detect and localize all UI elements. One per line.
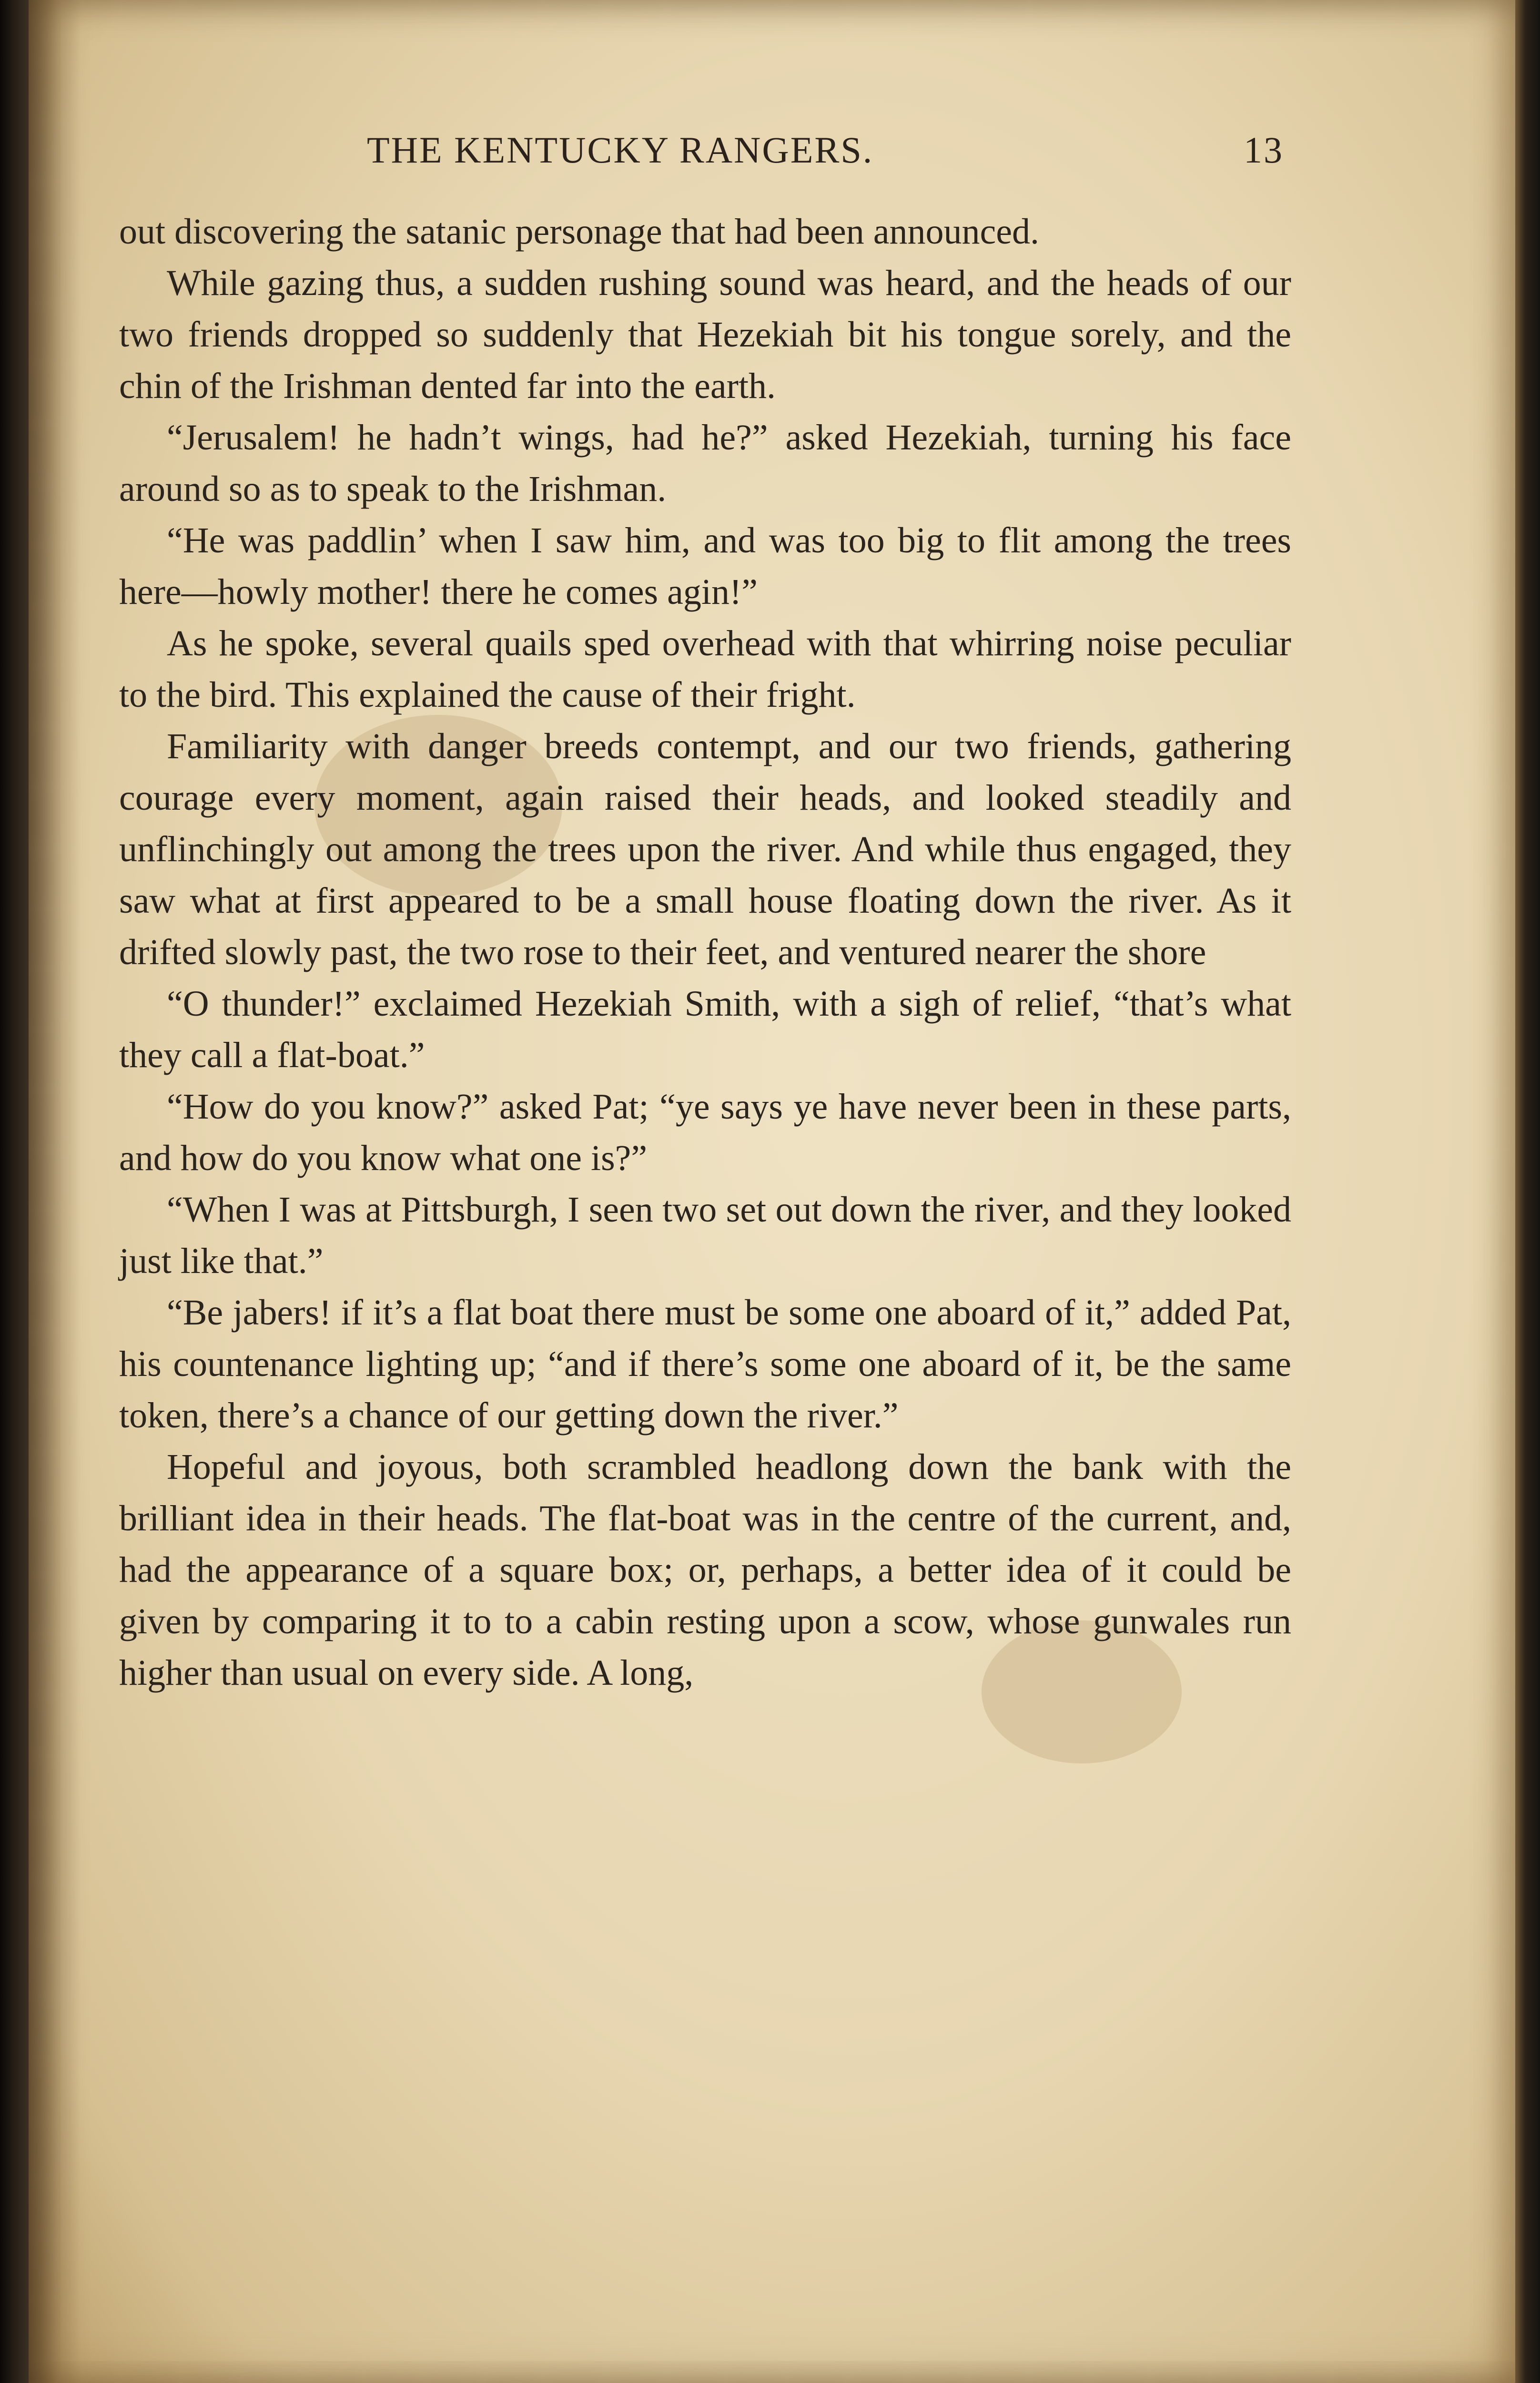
binding-shadow [0,0,29,2383]
paragraph: “He was paddlin’ when I saw him, and was too big to flit among the trees here—howly mother! there he comes agin!” [119,520,1291,612]
paragraph: “O thunder!” exclaimed Hezekiah Smith, with a sigh of relief, “that’s what they call a flat-boat.” [119,984,1291,1075]
running-head [119,129,1301,181]
body-text [119,206,1291,1699]
book-title: THE KENTUCKY RANGERS. [367,129,874,171]
paragraph: Hopeful and joyous, both scrambled headlong down the bank with the brilliant idea in their heads. The flat-boat was in the centre of the current, and, had the appearance of a square box; or, perhaps, a better idea of it could be given by comparing it to to a cabin resting upon a scow, whose gunwales run higher than usual on every side. A long, [119,1447,1291,1693]
paragraph: Familiarity with danger breeds contempt, and our two friends, gathering courage every moment, again raised their heads, and looked steadily and unflinchingly out among the trees upon the river. And while thus engaged, they saw what at first appeared to be a small house floating down the river. As it drifted slowly past, the two rose to their feet, and ventured nearer the shore [119,726,1291,972]
paragraph: “When I was at Pittsburgh, I seen two set out down the river, and they looked just like that.” [119,1190,1291,1281]
gutter-shadow [29,0,81,2383]
paragraph: “How do you know?” asked Pat; “ye says ye have never been in these parts, and how do you know what one is?” [119,1087,1291,1178]
paragraph: As he spoke, several quails sped overhead with that whirring noise peculiar to the bird. This explained the cause of their fright. [119,623,1291,715]
paragraph: “Jerusalem! he hadn’t wings, had he?” asked Hezekiah, turning his face around so as to speak to the Irishman. [119,418,1291,509]
paragraph: While gazing thus, a sudden rushing sound was heard, and the heads of our two friends dropped so suddenly that Hezekiah bit his tongue sorely, and the chin of the Irishman dented far into the earth. [119,263,1291,406]
page-number: 13 [1244,129,1284,171]
paragraph: “Be jabers! if it’s a flat boat there must be some one aboard of it,” added Pat, his countenance lighting up; “and if there’s some one aboard of it, be the same token, there’s a chance of our getting down the river.” [119,1293,1291,1436]
page-edge [1515,0,1540,2383]
paragraph: out discovering the satanic personage that had been announced. [119,212,1039,252]
